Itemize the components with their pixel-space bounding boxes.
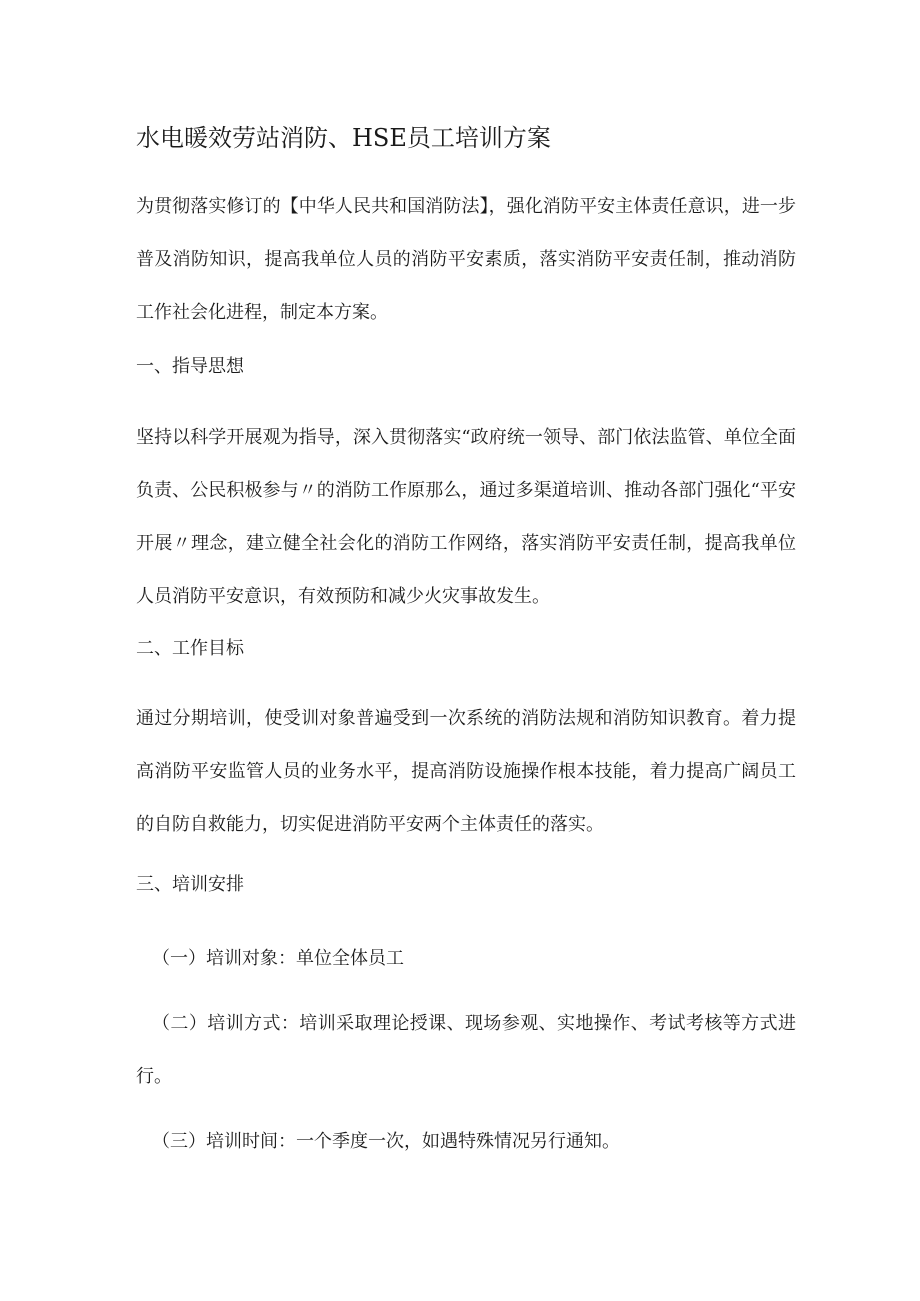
section-heading-work-goals: 二、工作目标 xyxy=(136,638,244,659)
training-item-schedule: （三）培训时间：一个季度一次，如遇特殊情况另行通知。 xyxy=(152,1131,620,1152)
section-body-guiding-ideology: 坚持以科学开展观为指导，深入贯彻落实“政府统一领导、部门依法监管、单位全面负责、公民积极参与〃的消防工作原那么，通过多渠道培训、推动各部门强化“平安开展〃理念，建立健全社会化的消防工作网络，落实消防平安责任制，提高我单位人员消防平安意识，有效预防和减少火灾事故发生。 xyxy=(136,427,796,607)
intro-paragraph: 为贯彻落实修订的【中华人民共和国消防法】，强化消防平安主体责任意识，进一步普及消防知识，提高我单位人员的消防平安素质，落实消防平安责任制，推动消防工作社会化进程，制定本方案。 xyxy=(136,196,796,323)
training-item-participants: （一）培训对象：单位全体员工 xyxy=(152,948,404,969)
section-heading-training-arrangement: 三、培训安排 xyxy=(136,874,244,895)
training-item-method: （二）培训方式：培训采取理论授课、现场参观、实地操作、考试考核等方式进行。 xyxy=(136,1013,796,1087)
section-body-work-goals: 通过分期培训，使受训对象普遍受到一次系统的消防法规和消防知识教育。着力提高消防平安监管人员的业务水平，提高消防设施操作根本技能，着力提高广阔员工的自防自救能力，切实促进消防平安两个主体责任的落实。 xyxy=(136,708,796,835)
section-heading-guiding-ideology: 一、指导思想 xyxy=(136,356,244,377)
document-title: 水电暖效劳站消防、HSE员工培训方案 xyxy=(136,124,551,152)
